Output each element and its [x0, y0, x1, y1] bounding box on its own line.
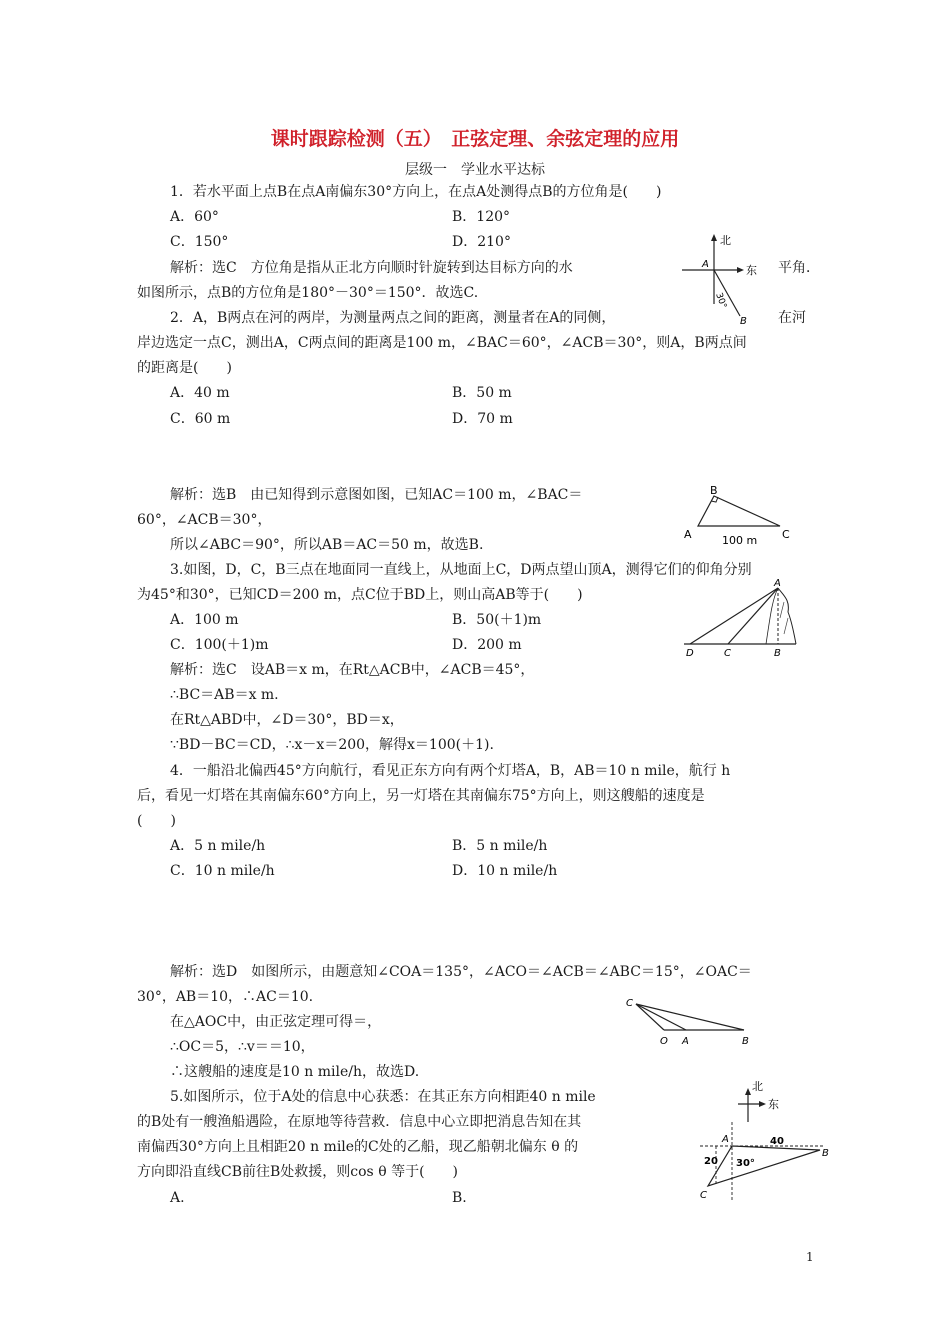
figure-lighthouses	[620, 990, 760, 1050]
mountain-texture	[780, 602, 788, 634]
q2-stem-line3: 的距离是( )	[137, 360, 232, 376]
angle-label: 30°	[736, 1158, 755, 1169]
east-arrow-icon	[737, 267, 744, 273]
q5-option-b: B.	[452, 1190, 467, 1206]
q5-stem-line3: 南偏西30°方向上且相距20 n mile的C处的乙船，现乙船朝北偏东 θ 的	[137, 1139, 579, 1155]
figure-triangle-river	[680, 484, 800, 550]
q4-option-b: B．5 n mile/h	[452, 838, 548, 854]
q5-stem-line2: 的B处有一艘渔船遇险，在原地等待营救．信息中心立即把消息告知在其	[137, 1114, 582, 1130]
point-b-label: B	[774, 648, 781, 659]
q2-solution-line3: 所以∠ABC＝90°，所以AB＝AC＝50 m，故选B.	[170, 537, 484, 553]
q5-stem-line1: 5.如图所示，位于A处的信息中心获悉：在其正东方向相距40 n mile	[170, 1089, 596, 1105]
q3-stem-line2: 为45°和30°，已知CD＝200 m，点C位于BD上，则山高AB等于( )	[137, 587, 583, 603]
q4-solution-line2: 30°，AB＝10，∴AC＝10.	[137, 989, 314, 1005]
q5-option-a: A.	[170, 1190, 185, 1206]
q3-option-b: B．50(＋1)m	[452, 612, 542, 628]
distance-40-label: 40	[770, 1136, 784, 1147]
q3-option-c: C．100(＋1)m	[170, 637, 269, 653]
q4-solution-line4: ∴OC＝5，∴v＝＝10，	[170, 1039, 315, 1055]
q1-solution-line2: 如图所示，点B的方位角是180°－30°＝150°．故选C.	[137, 285, 479, 301]
angle-label: 30°	[713, 291, 729, 311]
triangle-abc	[698, 496, 780, 526]
point-a-label: A	[722, 1134, 729, 1145]
q4-solution-line1: 解析：选D 如图所示，由题意知∠COA＝135°，∠ACO＝∠ACB＝∠ABC＝15°，∠OAC＝	[170, 964, 752, 980]
point-b-label: B	[742, 1036, 749, 1047]
q3-solution-line4: ∵BD－BC＝CD，∴x－x＝200，解得x＝100(＋1).	[170, 737, 494, 753]
line-ca	[636, 1004, 686, 1030]
north-label: 北	[720, 234, 731, 247]
q4-stem-line2: 后，看见一灯塔在其南偏东60°方向上，另一灯塔在其南偏东75°方向上，则这艘船的速度是	[137, 788, 705, 804]
point-a-label: A	[682, 1036, 689, 1047]
north-label: 北	[752, 1080, 763, 1093]
q2-option-b: B．50 m	[452, 385, 512, 401]
triangle-abc	[708, 1146, 820, 1186]
point-b-label: B	[740, 316, 747, 327]
point-c-label: C	[724, 648, 731, 659]
q2-option-d: D．70 m	[452, 411, 513, 427]
q5-stem-line4: 方向即沿直线CB前往B处救援，则cos θ 等于( )	[137, 1164, 458, 1180]
east-label: 东	[746, 264, 757, 277]
line-da	[690, 588, 778, 644]
mountain-ridge	[766, 588, 778, 644]
q4-solution-line3: 在△AOC中，由正弦定理可得＝，	[170, 1014, 382, 1030]
point-a-label: A	[684, 528, 692, 541]
line-cb	[636, 1004, 744, 1030]
q1-option-b: B．120°	[452, 209, 511, 225]
point-o-label: O	[660, 1036, 668, 1047]
point-c-label: C	[782, 528, 790, 541]
q2-option-a: A．40 m	[170, 385, 230, 401]
q2-option-c: C．60 m	[170, 411, 231, 427]
q2-solution-line2: 60°，∠ACB＝30°，	[137, 512, 272, 528]
figure-mountain	[680, 578, 804, 660]
q4-option-c: C．10 n mile/h	[170, 863, 275, 879]
distance-20-label: 20	[704, 1156, 718, 1167]
north-arrow-icon	[711, 234, 717, 241]
q4-stem-line1: 4．一船沿北偏西45°方向航行，看见正东方向有两个灯塔A，B，AB＝10 n mile，航行 h	[170, 763, 731, 779]
q3-solution-line2: ∴BC＝AB＝x m.	[170, 687, 279, 703]
q3-solution-line1: 解析：选C 设AB＝x m，在Rt△ACB中，∠ACB＝45°，	[170, 662, 535, 678]
point-c-label: C	[700, 1190, 707, 1201]
q1-option-a: A．60°	[170, 209, 219, 225]
q3-option-a: A．100 m	[170, 612, 239, 628]
page-title: 课时跟踪检测（五） 正弦定理、余弦定理的应用	[270, 128, 680, 150]
q1-solution-tail: 平角．	[778, 260, 820, 276]
figure-rescue	[696, 1078, 836, 1204]
q3-solution-line3: 在Rt△ABD中，∠D＝30°，BD＝x，	[170, 712, 404, 728]
q4-option-d: D．10 n mile/h	[452, 863, 558, 879]
level-heading: 层级一 学业水平达标	[405, 162, 545, 178]
q4-solution-line5: ∴这艘船的速度是10 n mile/h，故选D.	[170, 1064, 420, 1080]
q3-stem-line1: 3.如图，D，C，B三点在地面同一直线上，从地面上C，D两点望山顶A，测得它们的仰角分别	[170, 562, 752, 578]
north-arrow-icon	[745, 1088, 751, 1095]
page-number: 1	[806, 1250, 814, 1264]
q4-stem-line3: ( )	[137, 813, 176, 829]
point-a-label: A	[774, 578, 781, 589]
east-arrow-icon	[759, 1101, 766, 1107]
point-b-label: B	[710, 484, 718, 497]
length-label: 100 m	[722, 534, 758, 547]
east-label: 东	[768, 1098, 779, 1111]
figure-bearing	[678, 230, 770, 328]
q2-stem-line2: 岸边选定一点C，测出A，C两点间的距离是100 m，∠BAC＝60°，∠ACB＝30°，则A，B两点间	[137, 335, 747, 351]
q1-option-d: D．210°	[452, 234, 511, 250]
point-c-label: C	[626, 998, 633, 1009]
point-d-label: D	[686, 648, 694, 659]
q1-stem: 1．若水平面上点B在点A南偏东30°方向上，在点A处测得点B的方位角是( )	[170, 184, 662, 200]
q2-stem-tail: 在河	[778, 310, 806, 326]
point-a-label: A	[702, 259, 709, 270]
q3-option-d: D．200 m	[452, 637, 522, 653]
q4-option-a: A．5 n mile/h	[170, 838, 266, 854]
point-b-label: B	[822, 1148, 829, 1159]
q2-stem-line1: 2．A，B两点在河的两岸，为测量两点之间的距离，测量者在A的同侧，	[170, 310, 616, 326]
q1-solution-line1: 解析：选C 方位角是指从正北方向顺时针旋转到达目标方向的水	[170, 260, 573, 276]
q2-solution-line1: 解析：选B 由已知得到示意图如图，已知AC＝100 m，∠BAC＝	[170, 487, 583, 503]
q1-option-c: C．150°	[170, 234, 229, 250]
